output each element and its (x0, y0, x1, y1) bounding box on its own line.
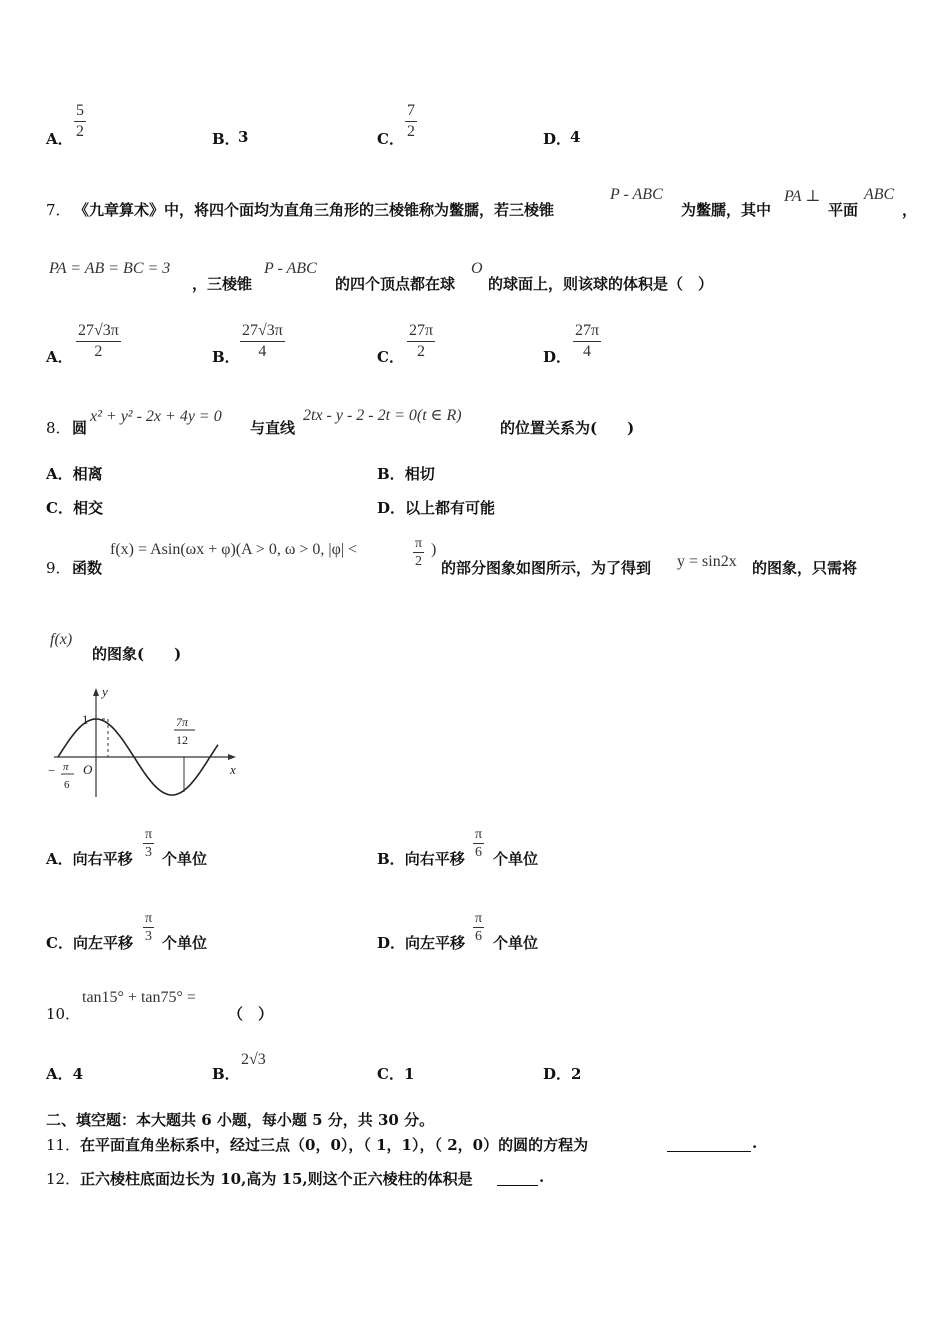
q8-option-a (46, 463, 103, 484)
q6-option-d-label: D． (543, 130, 572, 148)
q8-math-circle: x² + y² - 2x + 4y = 0 (90, 408, 222, 425)
q10-option-c-value: 1 (403, 1065, 415, 1083)
q9-option-d (377, 932, 465, 953)
q6-option-a-label: A． (46, 130, 73, 148)
q7-option-b-fraction (240, 321, 285, 362)
q8-option-d (377, 497, 495, 518)
y-axis-label: y (102, 684, 108, 699)
q9-option-a-post: 个单位 (162, 850, 208, 868)
q7-text-a: 《九章算术》中，将四个面均为直角三角形的三棱锥称为鳖臑，若三棱锥 (74, 201, 555, 219)
q8-text-a: 圆 (72, 419, 88, 437)
max-value-label: 1 (82, 712, 89, 727)
q6-option-c-num: 7 (407, 102, 415, 119)
q9-text-a: 函数 (72, 559, 103, 577)
q8-option-c-label: C． (46, 499, 73, 517)
q9-option-b-label: B． (377, 850, 405, 868)
q7-option-c-label: C． (377, 348, 404, 366)
q9-option-a-label: A． (46, 850, 73, 868)
q9-math-func-close: ) (431, 541, 437, 558)
q7-option-a-den: 2 (94, 343, 103, 360)
q9-option-b-post: 个单位 (493, 850, 539, 868)
q9-option-d-post: 个单位 (493, 934, 539, 952)
q8-option-c (46, 497, 103, 518)
q9-option-b-pre: 向右平移 (404, 850, 465, 868)
q10-option-b-value: 2√3 (241, 1051, 266, 1068)
q8-option-b (377, 463, 435, 484)
q7-math-eq: PA = AB = BC = 3 (49, 260, 171, 277)
q7-option-a-num: 27√3π (78, 322, 119, 339)
q9-func-num: π (415, 536, 423, 551)
q9-option-a-num: π (145, 827, 153, 842)
q8-option-b-label: B． (377, 465, 405, 483)
q7-text-e: 的四个顶点都在球 (335, 275, 456, 293)
x-axis-label: x (230, 762, 236, 777)
q7-text-comma: ， (902, 201, 918, 219)
q9-number: 9． (46, 559, 71, 577)
q7-option-c-num: 27π (409, 322, 434, 339)
q7-option-c-den: 2 (417, 343, 426, 360)
q10-option-b-label: B． (212, 1065, 240, 1083)
q9-option-c-post: 个单位 (162, 934, 208, 952)
q8-text-b: 与直线 (250, 419, 296, 437)
q6-option-b-label: B． (212, 130, 240, 148)
q8-option-a-label: A． (46, 465, 73, 483)
q10-option-d (543, 1063, 581, 1084)
q9-option-d-label: D． (377, 934, 406, 952)
q6-option-d-value: 4 (570, 128, 581, 146)
q9-option-b (377, 848, 465, 869)
q6-option-c-den: 2 (407, 123, 415, 140)
q10-option-a-value: 4 (72, 1065, 84, 1083)
q10-option-d-value: 2 (571, 1065, 582, 1083)
q8-number: 8． (46, 419, 71, 437)
q6-option-a-num: 5 (76, 102, 84, 119)
q9-sine-graph (44, 680, 244, 800)
q7-option-d-label: D． (543, 348, 572, 366)
q9-option-a-pre: 向右平移 (72, 850, 133, 868)
q10-option-a (46, 1063, 83, 1084)
q10-option-d-label: D． (543, 1065, 572, 1083)
q9-option-d-num: π (475, 911, 483, 926)
q9-option-b-num: π (475, 827, 483, 842)
q10-option-c-label: C． (377, 1065, 404, 1083)
q9-text-d: 的图象( ) (92, 645, 182, 663)
left-sign: − (48, 763, 56, 778)
q7-text-b: 为鳖臑，其中 (681, 201, 772, 219)
q7-option-a-label: A． (46, 348, 73, 366)
q9-text-c: 的图象，只需将 (752, 559, 858, 577)
q9-option-a-den: 3 (145, 845, 153, 860)
left-tick-num: π (63, 761, 69, 773)
q7-option-d-num: 27π (575, 322, 600, 339)
right-tick-num: 7π (176, 715, 189, 729)
q8-option-d-label: D． (377, 499, 406, 517)
q7-number: 7． (46, 201, 71, 219)
section2-heading: 二、填空题：本大题共 6 小题，每小题 5 分，共 30 分。 (46, 1111, 435, 1129)
q7-option-a-fraction (76, 321, 121, 362)
q7-option-d-den: 4 (583, 343, 592, 360)
q6-option-c-label: C． (377, 130, 404, 148)
q9-math-func: f(x) = Asin(ωx + φ)(A > 0, ω > 0, |φ| < (110, 541, 358, 558)
q10-option-c (377, 1063, 414, 1084)
q11-number: 11． (46, 1136, 81, 1154)
q8-text-c: 的位置关系为( ) (500, 419, 635, 437)
q11-answer-blank[interactable] (667, 1134, 751, 1152)
q9-math-target: y = sin2x (677, 553, 737, 570)
q6-option-c-fraction (405, 101, 417, 142)
q8-math-line: 2tx - y - 2 - 2t = 0(t ∈ R) (303, 407, 462, 424)
left-tick-den: 6 (64, 779, 70, 791)
q7-text-d: ，三棱锥 (192, 275, 253, 293)
q9-option-b-den: 6 (475, 845, 483, 860)
q8-option-b-text: 相切 (404, 465, 435, 483)
q12-end: . (539, 1168, 545, 1186)
q8-option-a-text: 相离 (72, 465, 103, 483)
q12-answer-blank[interactable] (497, 1168, 538, 1186)
q9-text-b: 的部分图象如图所示，为了得到 (441, 559, 652, 577)
q9-option-c-num: π (145, 911, 153, 926)
q9-option-c-fraction (143, 910, 154, 945)
q6-option-a-fraction (74, 101, 86, 142)
q9-option-c-label: C． (46, 934, 73, 952)
q7-option-c-fraction (407, 321, 435, 362)
q11-end: . (752, 1134, 758, 1152)
x-axis-arrow-icon (228, 754, 236, 760)
q9-option-a (46, 848, 133, 869)
q9-math-func-fraction (413, 535, 424, 570)
q9-option-d-fraction (473, 910, 484, 945)
q7-math-pabc2: P - ABC (264, 260, 317, 277)
q9-option-c (46, 932, 133, 953)
q12-text: 正六棱柱底面边长为 10,高为 15,则这个正六棱柱的体积是 (80, 1170, 473, 1188)
q11-text: 在平面直角坐标系中，经过三点（0，0），（ 1，1），（ 2，0）的圆的方程为 (80, 1136, 589, 1154)
q9-option-a-fraction (143, 826, 154, 861)
q7-text-c: 平面 (828, 201, 859, 219)
q7-text-f: 的球面上，则该球的体积是（ ） (488, 275, 714, 293)
q9-option-c-den: 3 (145, 929, 153, 944)
q7-math-abc: ABC (864, 186, 895, 203)
q7-option-b-den: 4 (258, 343, 267, 360)
q6-option-a-den: 2 (76, 123, 84, 140)
q9-option-b-fraction (473, 826, 484, 861)
q6-option-b-value: 3 (238, 128, 249, 146)
y-axis-arrow-icon (93, 688, 99, 696)
q7-math-pabc: P - ABC (610, 186, 663, 203)
q10-option-a-label: A． (46, 1065, 73, 1083)
q7-option-d-fraction (573, 321, 601, 362)
q7-option-b-num: 27√3π (242, 322, 283, 339)
q8-option-c-text: 相交 (72, 499, 103, 517)
q7-option-b-label: B． (212, 348, 240, 366)
q10-paren: （ ） (228, 1005, 274, 1023)
q9-option-d-den: 6 (475, 929, 483, 944)
q7-math-o: O (471, 260, 483, 277)
q8-option-d-text: 以上都有可能 (405, 499, 496, 517)
q7-math-pa: PA ⊥ (784, 188, 821, 205)
q9-math-fx: f(x) (50, 631, 73, 648)
right-tick-den: 12 (176, 733, 188, 747)
q10-math: tan15° + tan75° = (82, 989, 196, 1006)
q9-option-d-pre: 向左平移 (405, 934, 466, 952)
q9-option-c-pre: 向左平移 (72, 934, 133, 952)
q9-func-den: 2 (415, 554, 423, 569)
q12-number: 12． (46, 1170, 81, 1188)
origin-label: O (83, 762, 93, 777)
q10-number: 10． (46, 1005, 81, 1023)
